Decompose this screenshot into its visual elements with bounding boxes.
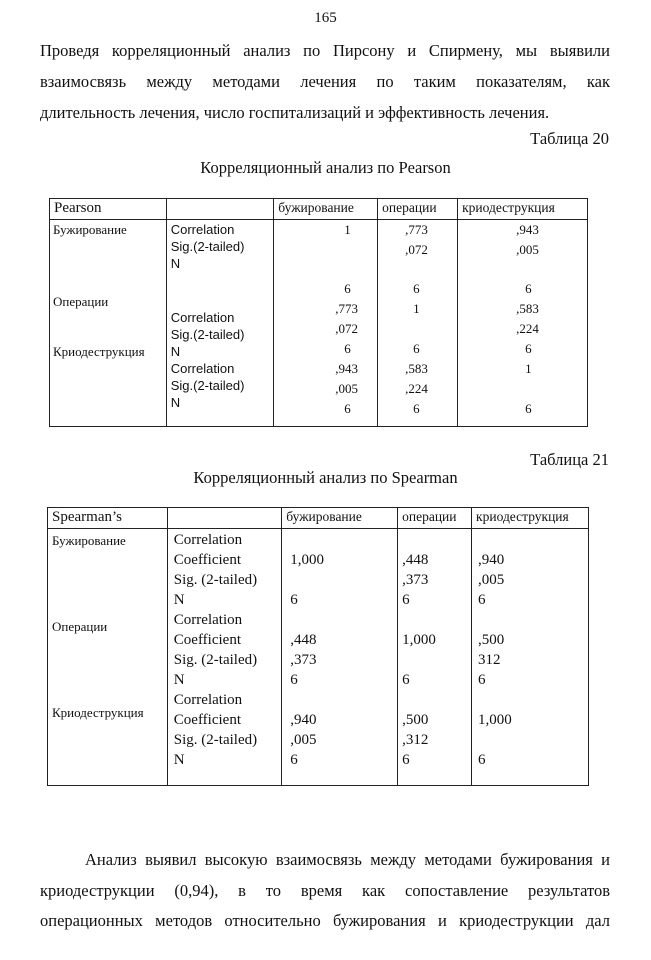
cell-value: ,500	[478, 632, 505, 648]
cell-value: ,072	[405, 242, 428, 257]
cell-value: 6	[413, 401, 420, 416]
stat-label: Correlation	[170, 310, 235, 325]
stat-label: Sig.(2-tailed)	[170, 239, 245, 254]
cell-value: ,005	[516, 242, 539, 257]
outro-line-3: операционных методов относительно бужирования и криодеструкции дал	[40, 911, 610, 930]
cell-value: 6	[413, 341, 420, 356]
stat-label: Sig. (2-tailed)	[173, 732, 258, 748]
stat-label: Coefficient	[173, 552, 241, 568]
table21-row-buzh: Бужирование	[52, 533, 126, 548]
cell-value: ,072	[335, 321, 359, 336]
cell-value: ,005	[290, 732, 317, 748]
cell-value: 312	[478, 652, 501, 668]
outro-line-2: криодеструкции (0,94), в то время как сопоставление результатов	[40, 881, 610, 900]
stat-label: N	[170, 395, 181, 410]
cell-value: ,583	[516, 301, 539, 316]
stat-label: Sig. (2-tailed)	[173, 652, 258, 668]
cell-value: ,940	[478, 552, 505, 568]
table21-header-blank	[167, 508, 281, 529]
cell-value: ,448	[402, 552, 429, 568]
cell-value: ,940	[290, 712, 317, 728]
intro-line-2: взаимосвязь между методами лечения по таким показателям, как	[40, 72, 610, 91]
table20-header-name: Pearson	[50, 199, 167, 220]
table21-row-labels	[48, 529, 168, 786]
table20-header-buzh: бужирование	[274, 199, 378, 220]
stat-label: N	[170, 344, 181, 359]
intro-line-1: Проведя корреляционный анализ по Пирсону и Спирмену, мы выявили	[40, 41, 610, 60]
table21-row-krio: Криодеструкция	[52, 705, 144, 720]
cell-value: 6	[525, 401, 532, 416]
table20-stats	[166, 220, 274, 427]
cell-value: 6	[478, 752, 486, 768]
cell-value: 6	[344, 341, 351, 356]
cell-value: ,312	[402, 732, 429, 748]
page-number: 165	[314, 10, 337, 26]
table21-col-buzh	[282, 529, 398, 786]
cell-value: ,005	[335, 381, 359, 396]
table21-header-name: Spearman’s	[48, 508, 168, 529]
cell-value: 6	[344, 281, 351, 296]
table20-col-oper	[378, 220, 458, 427]
cell-value: ,500	[402, 712, 429, 728]
table21-header-buzh: бужирование	[282, 508, 398, 529]
cell-value: ,224	[516, 321, 539, 336]
cell-value: 1	[344, 222, 351, 237]
cell-value: ,005	[478, 572, 505, 588]
stat-label: Correlation	[170, 222, 235, 237]
table20-row-labels	[50, 220, 167, 427]
spearman-table	[47, 507, 589, 786]
stat-label: Sig. (2-tailed)	[173, 572, 258, 588]
cell-value: 6	[525, 281, 532, 296]
table20-row-krio: Криодеструкция	[53, 344, 145, 359]
stat-label: N	[173, 752, 185, 768]
table20-col-buzh	[274, 220, 378, 427]
cell-value: 6	[290, 672, 298, 688]
cell-value: 6	[402, 592, 410, 608]
intro-line-3: длительность лечения, число госпитализаций и эффективность лечения.	[40, 103, 550, 122]
table20-label: Таблица 20	[530, 129, 609, 148]
stat-label: Correlation	[170, 361, 235, 376]
stat-label: N	[173, 672, 185, 688]
table21-col-oper	[398, 529, 472, 786]
table20-header-blank	[166, 199, 274, 220]
cell-value: ,373	[290, 652, 317, 668]
cell-value: 6	[478, 592, 486, 608]
table21-col-krio	[472, 529, 589, 786]
cell-value: ,943	[516, 222, 539, 237]
cell-value: 6	[402, 672, 410, 688]
table21-row-oper: Операции	[52, 619, 108, 634]
cell-value: ,773	[405, 222, 428, 237]
stat-label: Sig.(2-tailed)	[170, 378, 245, 393]
cell-value: 1,000	[478, 712, 512, 728]
stat-label: Correlation	[173, 532, 243, 548]
stat-label: Coefficient	[173, 632, 241, 648]
stat-label: Coefficient	[173, 712, 241, 728]
table20-header-oper: операции	[378, 199, 458, 220]
outro-line-1: Анализ выявил высокую взаимосвязь между методами бужирования и	[85, 850, 610, 869]
cell-value: 1,000	[290, 552, 325, 568]
stat-label: Correlation	[173, 612, 243, 628]
cell-value: 6	[478, 672, 486, 688]
cell-value: 1	[525, 361, 532, 376]
cell-value: 6	[402, 752, 410, 768]
cell-value: ,773	[335, 301, 359, 316]
cell-value: ,943	[335, 361, 359, 376]
table21-title: Корреляционный анализ по Spearman	[193, 468, 458, 487]
table21-header-krio: криодеструкция	[472, 508, 589, 529]
cell-value: ,373	[402, 572, 429, 588]
table20-row-oper: Операции	[53, 294, 109, 309]
table20-title: Корреляционный анализ по Pearson	[200, 158, 451, 177]
table20-header-krio: криодеструкция	[458, 199, 588, 220]
table20-col-krio	[458, 220, 588, 427]
table21-header-oper: операции	[398, 508, 472, 529]
cell-value: 1,000	[402, 632, 436, 648]
cell-value: 6	[413, 281, 420, 296]
stat-label: N	[173, 592, 185, 608]
cell-value: 6	[525, 341, 532, 356]
table20-row-buzh: Бужирование	[53, 222, 127, 237]
pearson-table	[49, 198, 588, 427]
cell-value: 6	[344, 401, 351, 416]
cell-value: ,224	[405, 381, 428, 396]
table21-stats	[167, 529, 281, 786]
cell-value: ,583	[405, 361, 428, 376]
table21-label: Таблица 21	[530, 450, 609, 469]
cell-value: 1	[413, 301, 420, 316]
stat-label: Correlation	[173, 692, 243, 708]
cell-value: 6	[290, 752, 298, 768]
cell-value: ,448	[290, 632, 317, 648]
stat-label: Sig.(2-tailed)	[170, 327, 245, 342]
cell-value: 6	[290, 592, 298, 608]
stat-label: N	[170, 256, 181, 271]
